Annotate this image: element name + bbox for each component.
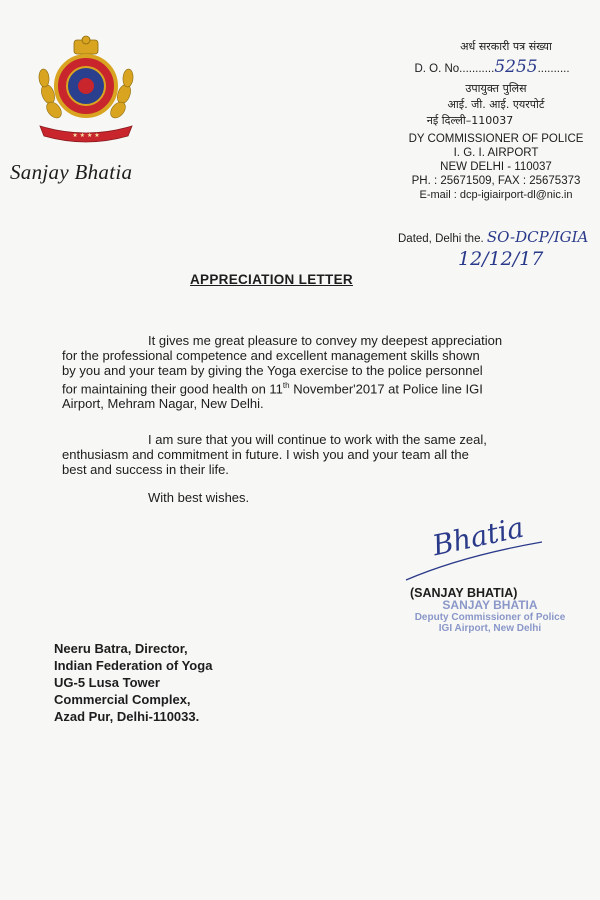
signature-handwritten: Bhatia [429,510,527,563]
office-city: NEW DELHI - 110037 [440,161,552,173]
body-paragraph-2 [62,432,487,477]
paragraph-line: best and success in their life. [62,462,229,477]
city-hindi: नई दिल्ली–110037 [426,114,514,127]
address-line: Commercial Complex, [54,692,191,707]
phone-fax: PH. : 25671509, FAX : 25675373 [411,175,581,187]
office-name: I. G. I. AIRPORT [453,147,539,159]
date-handwritten: 12/12/17 [458,248,544,270]
email: E-mail : dcp-igiairport-dl@nic.in [419,189,573,201]
official-title: DY COMMISSIONER OF POLICE [408,133,584,145]
paragraph-line: for maintaining their good health on 11th November'2017 at Police line IGI [62,381,483,397]
do-number-line: D. O. No...........5255.......... [414,57,570,77]
recipient-address [54,640,212,725]
letterhead [396,40,596,202]
do-number-handwritten: 5255 [494,57,538,77]
office-hindi: आई. जी. आई. एयरपोर्ट [447,98,545,111]
paragraph-line: enthusiasm and commitment in future. I wish you and your team all the [62,447,469,462]
title-hindi: उपायुक्त पुलिस [465,82,527,95]
reference-handwritten: SO-DCP/IGIA [486,228,589,246]
paragraph-line: I am sure that you will continue to work with the same zeal, [148,432,487,447]
address-line: UG-5 Lusa Tower [54,675,160,690]
official-stamp [398,598,582,634]
address-line: Azad Pur, Delhi-110033. [54,709,200,724]
address-line: Neeru Batra, Director, [54,641,188,656]
address-line: Indian Federation of Yoga [54,658,213,673]
letter-heading: APPRECIATION LETTER [190,272,353,287]
sender-name: Sanjay Bhatia [10,160,133,184]
signatory-name: (SANJAY BHATIA) [410,586,518,600]
svg-text:★ ★ ★ ★: ★ ★ ★ ★ [72,132,100,139]
stamp-title: Deputy Commissioner of Police [414,612,566,623]
stamp-name: SANJAY BHATIA [442,598,538,612]
stamp-office: IGI Airport, New Delhi [438,623,542,634]
paragraph-line: for the professional competence and excellent management skills shown [62,348,480,363]
body-paragraph-1 [62,333,502,411]
closing-line: With best wishes. [148,490,250,505]
paragraph-line: It gives me great pleasure to convey my deepest appreciation [148,333,503,348]
do-number-label-hindi: अर्ध सरकारी पत्र संख्या [460,40,552,53]
paragraph-line: Airport, Mehram Nagar, New Delhi. [62,396,264,412]
dated-line: Dated, Delhi the. SO-DCP/IGIA [398,228,589,246]
police-emblem-icon [34,34,138,144]
paragraph-line: by you and your team by giving the Yoga exercise to the police personnel [62,363,483,378]
